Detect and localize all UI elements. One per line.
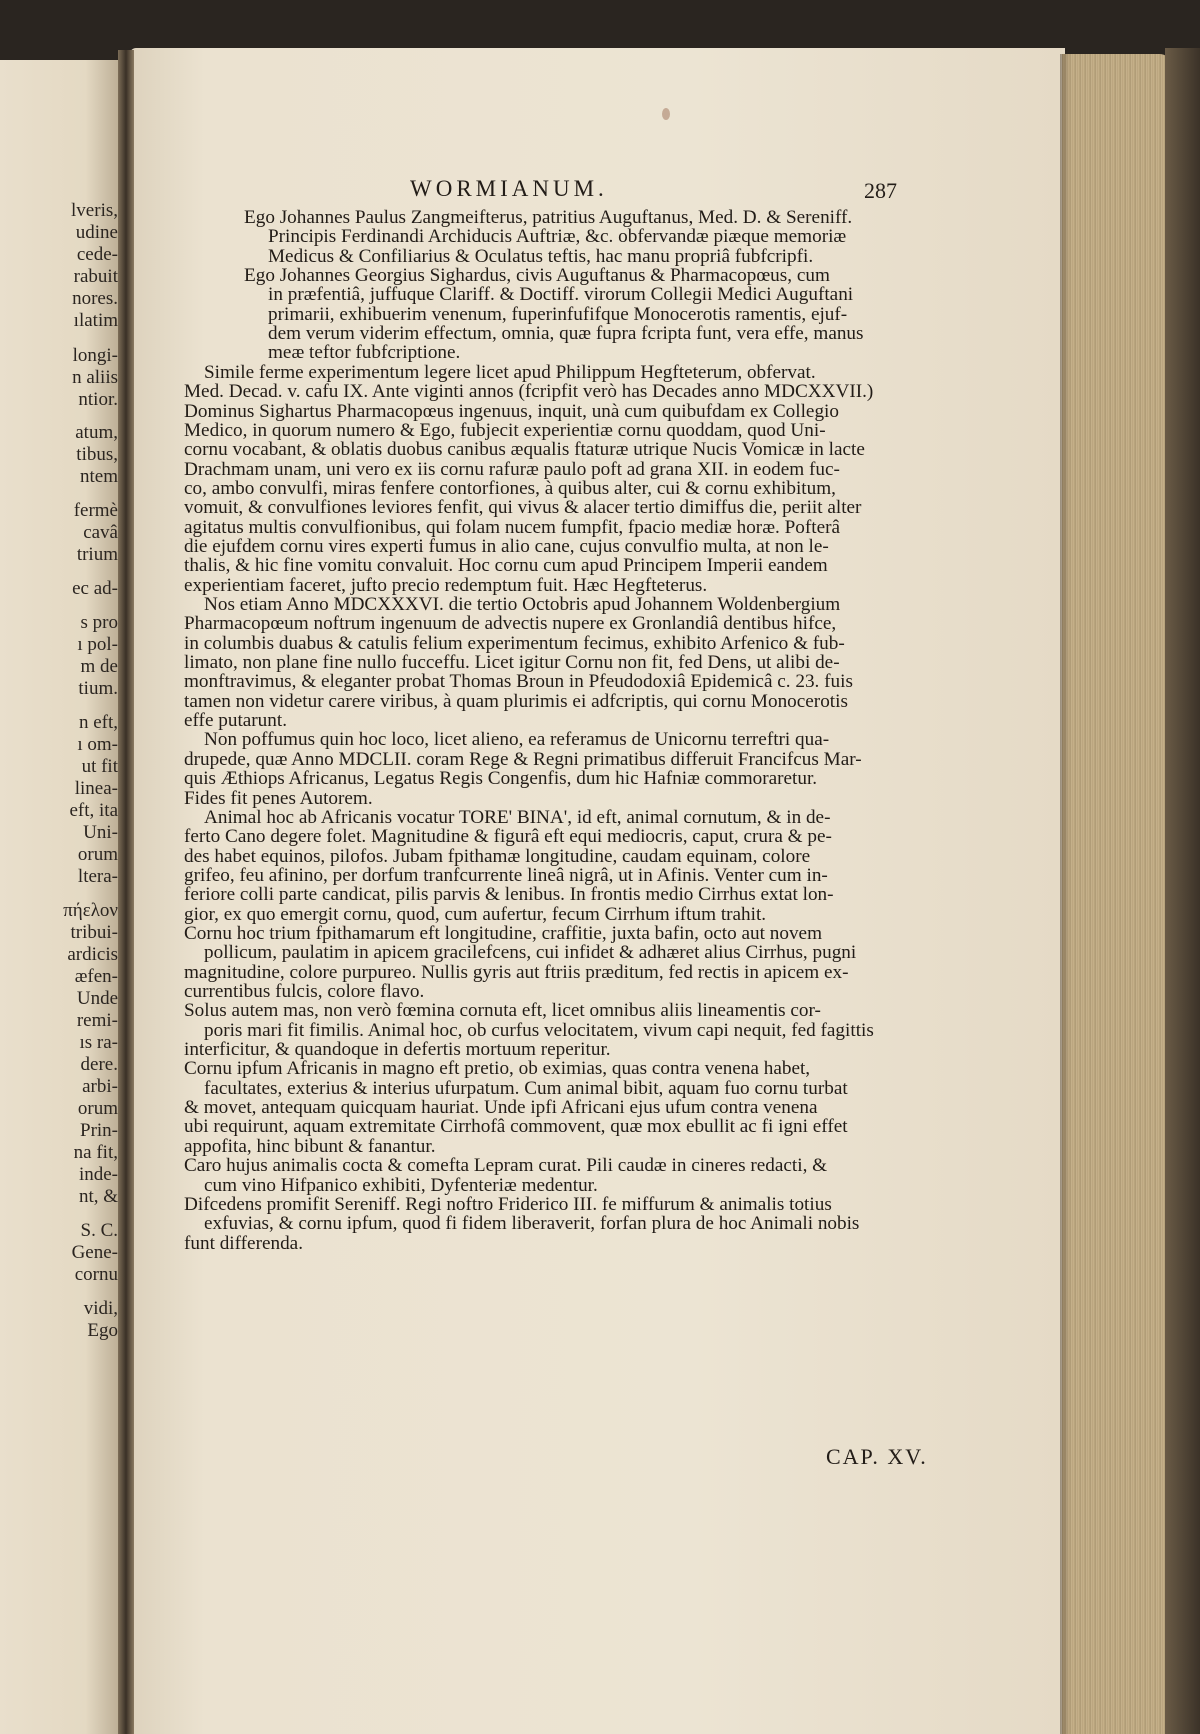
running-head: WORMIANUM. <box>410 176 608 201</box>
text-line: cornu vocabant, & oblatis duobus canibus æqualis ftaturæ utrique Nucis Vomicæ in lacte <box>184 439 865 461</box>
text-line: monftravimus, & eleganter probat Thomas Broun in Pfeudodoxiâ Epidemicâ c. 23. fuis <box>184 671 853 693</box>
left-page-fragment: ı om- <box>77 734 118 755</box>
left-page-fragment: ılatim <box>73 310 118 331</box>
text-line: gior, ex quo emergit cornu, quod, cum aufertur, fecum Cirrhum iftum trahit. <box>184 903 767 925</box>
text-line: feriore colli parte candicat, pilis parvis & lenibus. In frontis medio Cirrhus extat lon- <box>184 884 834 906</box>
left-page-fragment: orum <box>77 1098 118 1119</box>
left-page-fragment: ec ad- <box>72 578 118 599</box>
left-page-fragment: dere. <box>80 1054 118 1075</box>
text-line: pollicum, paulatim in apicem gracilefcens, cui infidet & adhæret alius Cirrhus, pugni <box>204 942 857 964</box>
left-page-fragment: nt, & <box>78 1186 118 1207</box>
left-page-fragment: n aliis <box>72 367 118 388</box>
left-page-fragment: eft, ita <box>69 800 118 821</box>
text-line: magnitudine, colore purpureo. Nullis gyris aut ftriis præditum, fed rectis in apicem ex- <box>184 961 849 983</box>
text-line: tamen non videtur carere viribus, à quam plurimis ei adfcriptis, qui cornu Monocerotis <box>184 690 848 712</box>
text-line: Nos etiam Anno MDCXXXVI. die tertio Octobris apud Johannem Woldenbergium <box>204 594 841 615</box>
text-line: Ego Johannes Paulus Zangmeifterus, patritius Auguftanus, Med. D. & Sereniff. <box>244 207 853 228</box>
left-page-fragment: tibus, <box>76 444 118 465</box>
left-page-fragment: ıs ra- <box>79 1032 118 1053</box>
text-line: Non poffumus quin hoc loco, licet alieno, ea referamus de Unicornu terreftri qua- <box>204 729 830 751</box>
left-page-fragment: cede- <box>76 244 118 265</box>
page-edges <box>1062 54 1170 1734</box>
left-page-fragment: ltera- <box>77 866 118 887</box>
text-line: poris mari fit fimilis. Animal hoc, ob curfus velocitatem, vivum capi nequit, fed fagittis <box>204 1019 874 1041</box>
left-page-fragment: Unde <box>76 988 118 1009</box>
text-line: funt differenda. <box>184 1232 303 1254</box>
left-page-fragment: Prin- <box>80 1120 118 1141</box>
text-line: Drachmam unam, uni vero ex iis cornu rafuræ paulo poft ad grana XII. in eodem fuc- <box>184 458 840 480</box>
text-line: Pharmacopœum noftrum ingenuum de advectis nupere ex Gronlandiâ dentibus hifce, <box>184 613 837 635</box>
text-line: in columbis duabus & catulis felium experimentum fecimus, exhibito Arfenico & fub- <box>184 632 845 654</box>
text-line: Medico, in quorum numero & Ego, fubjecit experientiæ cornu quoddam, quod Uni- <box>184 419 826 441</box>
text-line: effe putarunt. <box>184 710 288 732</box>
left-page-fragment: vidi, <box>83 1298 118 1319</box>
text-line: Med. Decad. v. cafu IX. Ante viginti annos (fcripfit verò has Decades anno MDCXXVII.) <box>184 381 874 403</box>
text-line: Dominus Sighartus Pharmacopœus ingenuus, inquit, unà cum quibufdam ex Collegio <box>184 400 839 422</box>
left-page-fragment: ardicis <box>67 944 118 965</box>
text-line: co, ambo convulfi, miras fenfere contorfiones, à quibus alter, cui & cornu exhibitum, <box>184 477 836 499</box>
ink-spot <box>662 108 670 120</box>
text-line: Solus autem mas, non verò fœmina cornuta eft, licet omnibus aliis lineamentis cor- <box>184 1000 821 1022</box>
left-page-fragment: Gene- <box>71 1242 118 1263</box>
left-page-fragment: inde- <box>78 1164 118 1185</box>
text-line: cum vino Hifpanico exhibiti, Dyfenteriæ medentur. <box>204 1174 598 1196</box>
left-page-fragment: lveris, <box>71 200 118 221</box>
text-line: agitatus multis convulfionibus, qui folam nucem fumpfit, fpacio mediæ horæ. Pofterâ <box>184 516 840 538</box>
text-line: Simile ferme experimentum legere licet apud Philippum Hegfteterum, obfervat. <box>204 361 816 383</box>
text-line: Medicus & Confiliarius & Oculatus teftis, hac manu propriâ fubfcripfi. <box>268 245 814 267</box>
text-line: dem verum viderim effectum, omnia, quæ fupra fcripta funt, vera effe, manus <box>268 323 864 345</box>
text-line: currentibus fulcis, colore flavo. <box>184 981 425 1002</box>
left-page-fragment: trium <box>76 544 118 565</box>
page-number: 287 <box>864 178 897 203</box>
left-page-fragment: remi- <box>76 1010 118 1031</box>
left-page-fragment: tribui- <box>70 922 118 943</box>
text-line: quis Æthiops Africanus, Legatus Regis Congenfis, dum hic Hafniæ commoraretur. <box>184 768 818 790</box>
text-line: des habet equinos, pilofos. Jubam fpithamæ longitudine, caudam equinam, colore <box>184 845 811 867</box>
left-page-fragment: πήελον <box>63 900 118 921</box>
left-page-fragment: nores. <box>72 288 118 309</box>
text-line: ferto Cano degere folet. Magnitudine & figurâ eft equi mediocris, caput, crura & pe- <box>184 826 832 848</box>
left-page-fragment: arbi- <box>82 1076 118 1097</box>
text-line: drupede, quæ Anno MDCLII. coram Rege & Regni primatibus differuit Francifcus Mar- <box>184 748 862 770</box>
text-line: Fides fit penes Autorem. <box>184 787 373 809</box>
left-page-fragment: rabuit <box>73 266 118 287</box>
text-line: vomuit, & convulfiones leviores fenfit, qui vivus & alacer tertio dimiffus die, periit alter <box>184 497 862 519</box>
text-line: experientiam faceret, jufto precio redemptum fuit. Hæc Hegfteterus. <box>184 574 708 596</box>
text-line: limato, non plane fine nullo fucceffu. Licet igitur Cornu non fit, fed Dens, ut alibi de- <box>184 652 840 674</box>
text-line: Difcedens promifit Sereniff. Regi noftro Friderico III. fe miffurum & animalis totius <box>184 1193 832 1215</box>
text-line: meæ teftor fubfcriptione. <box>268 342 461 364</box>
left-page-fragment: s pro <box>80 612 118 633</box>
text-line: Cornu ipfum Africanis in magno eft pretio, ob eximias, quas contra venena habet, <box>184 1058 811 1080</box>
text-line: grifeo, feu afinino, per dorfum tranfcurrente lineâ nigrâ, ut in Afinis. Venter cum in- <box>184 864 828 886</box>
left-page-fragment: longi- <box>72 345 118 366</box>
text-line: appofita, hinc bibunt & fanantur. <box>184 1135 436 1157</box>
left-page-fragment: orum <box>77 844 118 865</box>
left-page-fragment: atum, <box>75 422 118 443</box>
text-line: Caro hujus animalis cocta & comefta Lepram curat. Pili caudæ in cineres redacti, & <box>184 1155 828 1177</box>
text-line: interficitur, & quandoque in defertis mortuum reperitur. <box>184 1039 611 1061</box>
left-page-fragment: fermè <box>73 500 118 521</box>
text-line: Principis Ferdinandi Archiducis Auftriæ, &c. obfervandæ piæque memoriæ <box>268 226 847 248</box>
text-line: exfuvias, & cornu ipfum, quod fi fidem liberaverit, forfan plura de hoc Animali nobis <box>204 1213 860 1235</box>
text-line: ubi requirunt, aquam extremitate Cirrhofâ commovent, quæ mox ebullit ac fi igni effet <box>184 1116 848 1138</box>
left-page <box>0 60 122 1734</box>
text-line: in præfentiâ, juffuque Clariff. & Doctiff. virorum Collegii Medici Auguftani <box>268 284 854 306</box>
text-line: & movet, antequam quicquam hauriat. Unde ipfi Africani ejus ufum contra venena <box>184 1097 818 1119</box>
left-page-fragment: udine <box>75 222 118 243</box>
text-line: die ejufdem cornu vires experti fumus in alio cane, cujus convulfio multa, at non le- <box>184 535 829 557</box>
left-page-fragment: ntior. <box>78 389 118 410</box>
left-page-fragment: n eft, <box>78 712 118 733</box>
left-page-fragment: m de <box>80 656 118 677</box>
left-page-fragment: Uni- <box>83 822 118 843</box>
left-page-fragment: linea- <box>74 778 118 799</box>
left-page-fragment: tium. <box>78 678 118 699</box>
text-line: thalis, & hic fine vomitu convaluit. Hoc cornu cum apud Principem Imperii eandem <box>184 555 828 577</box>
left-page-fragment: na fit, <box>73 1142 118 1163</box>
left-page-fragment: Ego <box>87 1320 118 1341</box>
text-line: Animal hoc ab Africanis vocatur TORE' BINA', id eft, animal cornutum, & in de- <box>204 806 831 828</box>
left-page-fragment: ut fit <box>81 756 118 777</box>
text-line: Cornu hoc trium fpithamarum eft longitudine, craffitie, juxta bafin, octo aut novem <box>184 922 822 944</box>
book-cover-board <box>1165 48 1200 1734</box>
left-page-fragment: S. C. <box>80 1220 118 1241</box>
text-line: primarii, exhibuerim venenum, fuperinfufifque Monocerotis ramentis, ejuf- <box>268 303 848 325</box>
left-page-fragment: ntem <box>80 466 118 487</box>
left-page-fragment: cavâ <box>83 522 118 543</box>
text-line: facultates, exterius & interius ufurpatum. Cum animal bibit, aquam fuo cornu turbat <box>204 1077 848 1099</box>
catchword: CAP. XV. <box>826 1444 928 1469</box>
left-page-fragment: æfen- <box>74 966 118 987</box>
left-page-fragment: cornu <box>74 1264 118 1285</box>
left-page-fragment: ı pol- <box>77 634 118 655</box>
gutter <box>118 50 134 1734</box>
text-line: Ego Johannes Georgius Sighardus, civis Auguftanus & Pharmacopœus, cum <box>244 265 830 287</box>
